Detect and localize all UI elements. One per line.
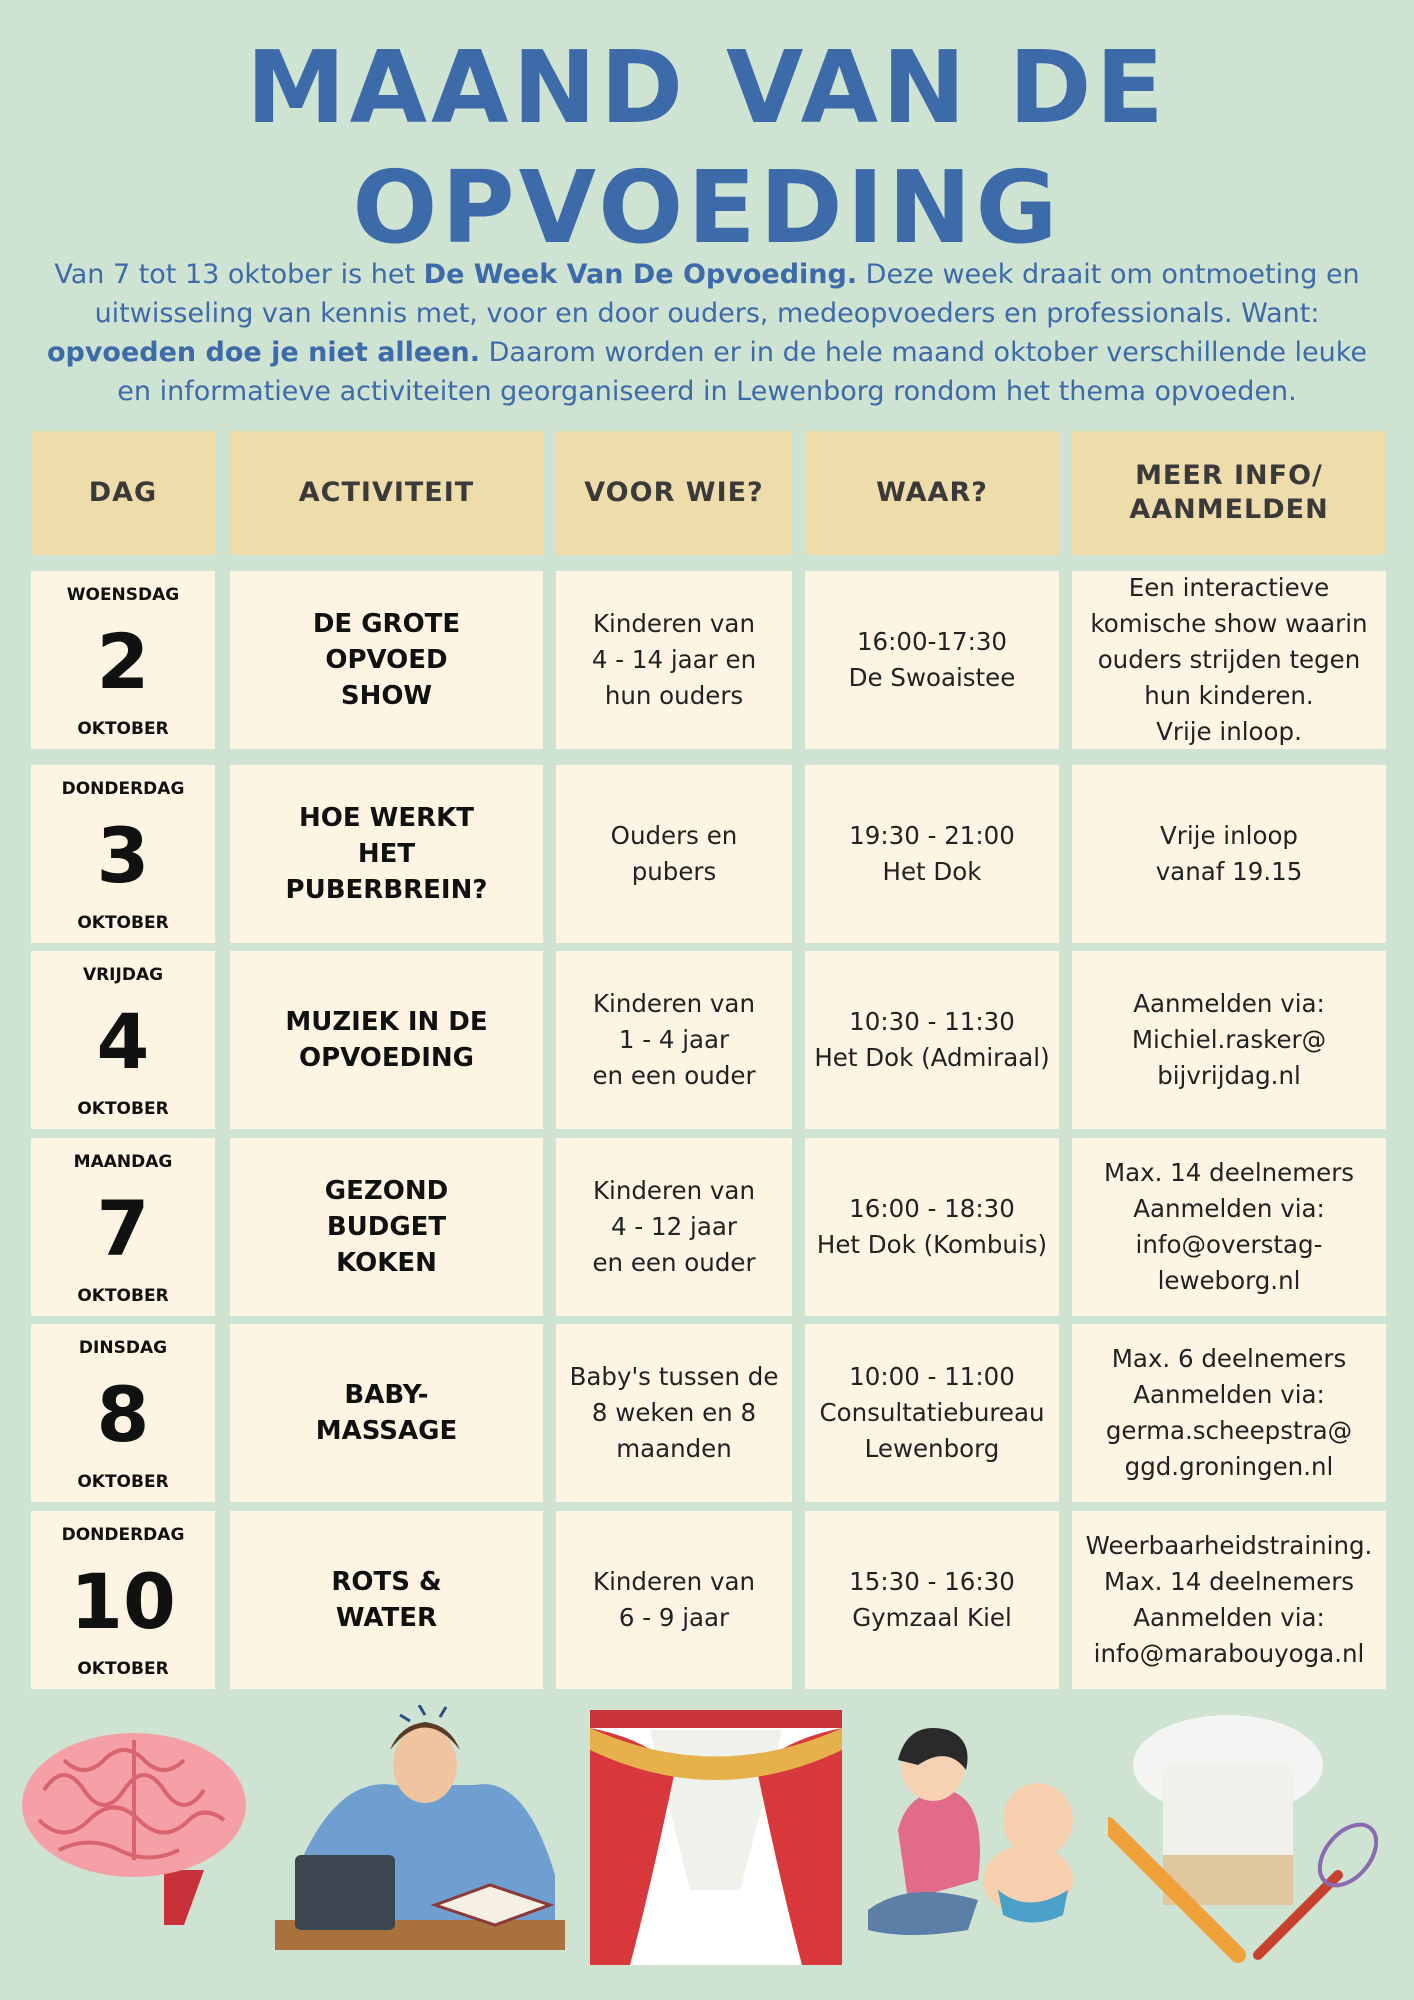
activity-cell: ROTS & WATER [230, 1511, 543, 1689]
day-cell [31, 571, 215, 749]
chef-hat-illustration [1108, 1705, 1378, 1970]
location-cell: 10:00 - 11:00 Consultatiebureau Lewenborg [805, 1324, 1059, 1502]
intro-part: Deze week draait om ontmoeting en uitwisseling van kennis met, voor en door ouders, medeopvoeders en professionals. Want: [94, 259, 1360, 329]
month: OKTOBER [77, 1659, 169, 1679]
activity-cell: MUZIEK IN DE OPVOEDING [230, 951, 543, 1129]
intro-part: Van 7 tot 13 oktober is het [54, 259, 424, 290]
day-number: 3 [96, 811, 150, 900]
audience-cell: Kinderen van 4 - 12 jaar en een ouder [556, 1138, 792, 1316]
page-title-line2: OPVOEDING [352, 149, 1062, 266]
info-cell: Een interactieve komische show waarin ouders strijden tegen hun kinderen. Vrije inloop. [1072, 571, 1386, 749]
activity-cell: GEZOND BUDGET KOKEN [230, 1138, 543, 1316]
day-cell [31, 1324, 215, 1502]
info-cell: Weerbaarheidstraining. Max. 14 deelnemers Aanmelden via: info@marabouyoga.nl [1072, 1511, 1386, 1689]
intro-bold-week: De Week Van De Opvoeding. [423, 259, 858, 290]
day-cell [31, 765, 215, 943]
stressed-parent-illustration [275, 1705, 575, 1965]
audience-cell: Kinderen van 4 - 14 jaar en hun ouders [556, 571, 792, 749]
activity-cell: HOE WERKT HET PUBERBREIN? [230, 765, 543, 943]
month: OKTOBER [77, 1099, 169, 1119]
location-cell: 16:00 - 18:30 Het Dok (Kombuis) [805, 1138, 1059, 1316]
location-cell: 15:30 - 16:30 Gymzaal Kiel [805, 1511, 1059, 1689]
weekday: WOENSDAG [66, 585, 180, 605]
intro-text [26, 255, 1388, 411]
day-cell [31, 1511, 215, 1689]
intro-bold-motto: opvoeden doe je niet alleen. [46, 337, 481, 368]
day-cell [31, 951, 215, 1129]
month: OKTOBER [77, 1472, 169, 1492]
month: OKTOBER [77, 1286, 169, 1306]
page-title-line1: MAAND VAN DE [246, 29, 1168, 146]
weekday: MAANDAG [73, 1152, 173, 1172]
baby-massage-illustration [848, 1710, 1108, 1960]
intro-part: Daarom worden er in de hele maand oktober verschillende leuke en informatieve activiteiten georganiseerd in Lewenborg rondom het thema opvoeden. [117, 337, 1368, 407]
day-number: 8 [96, 1370, 150, 1459]
location-cell: 16:00-17:30 De Swoaistee [805, 571, 1059, 749]
audience-cell: Baby's tussen de 8 weken en 8 maanden [556, 1324, 792, 1502]
audience-cell: Kinderen van 1 - 4 jaar en een ouder [556, 951, 792, 1129]
month: OKTOBER [77, 719, 169, 739]
header-meer-info: MEER INFO/ AANMELDEN [1072, 431, 1386, 555]
weekday: DONDERDAG [61, 779, 185, 799]
header-waar: WAAR? [805, 431, 1059, 555]
header-voor-wie: VOOR WIE? [556, 431, 792, 555]
day-number: 4 [96, 997, 150, 1086]
audience-cell: Kinderen van 6 - 9 jaar [556, 1511, 792, 1689]
info-cell: Max. 14 deelnemers Aanmelden via: info@overstag- leweborg.nl [1072, 1138, 1386, 1316]
info-cell: Max. 6 deelnemers Aanmelden via: germa.scheepstra@ ggd.groningen.nl [1072, 1324, 1386, 1502]
activity-cell: BABY- MASSAGE [230, 1324, 543, 1502]
weekday: DONDERDAG [61, 1525, 185, 1545]
location-cell: 10:30 - 11:30 Het Dok (Admiraal) [805, 951, 1059, 1129]
month: OKTOBER [77, 913, 169, 933]
info-cell: Vrije inloop vanaf 19.15 [1072, 765, 1386, 943]
day-cell [31, 1138, 215, 1316]
theater-stage-illustration [590, 1710, 842, 1965]
header-activiteit: ACTIVITEIT [230, 431, 543, 555]
weekday: DINSDAG [78, 1338, 168, 1358]
header-dag: DAG [31, 431, 215, 555]
weekday: VRIJDAG [82, 965, 164, 985]
day-number: 10 [70, 1557, 176, 1646]
day-number: 2 [96, 617, 150, 706]
location-cell: 19:30 - 21:00 Het Dok [805, 765, 1059, 943]
audience-cell: Ouders en pubers [556, 765, 792, 943]
day-number: 7 [96, 1184, 150, 1273]
brain-illustration [14, 1720, 264, 1930]
activity-cell: DE GROTE OPVOED SHOW [230, 571, 543, 749]
info-cell: Aanmelden via: Michiel.rasker@ bijvrijdag.nl [1072, 951, 1386, 1129]
